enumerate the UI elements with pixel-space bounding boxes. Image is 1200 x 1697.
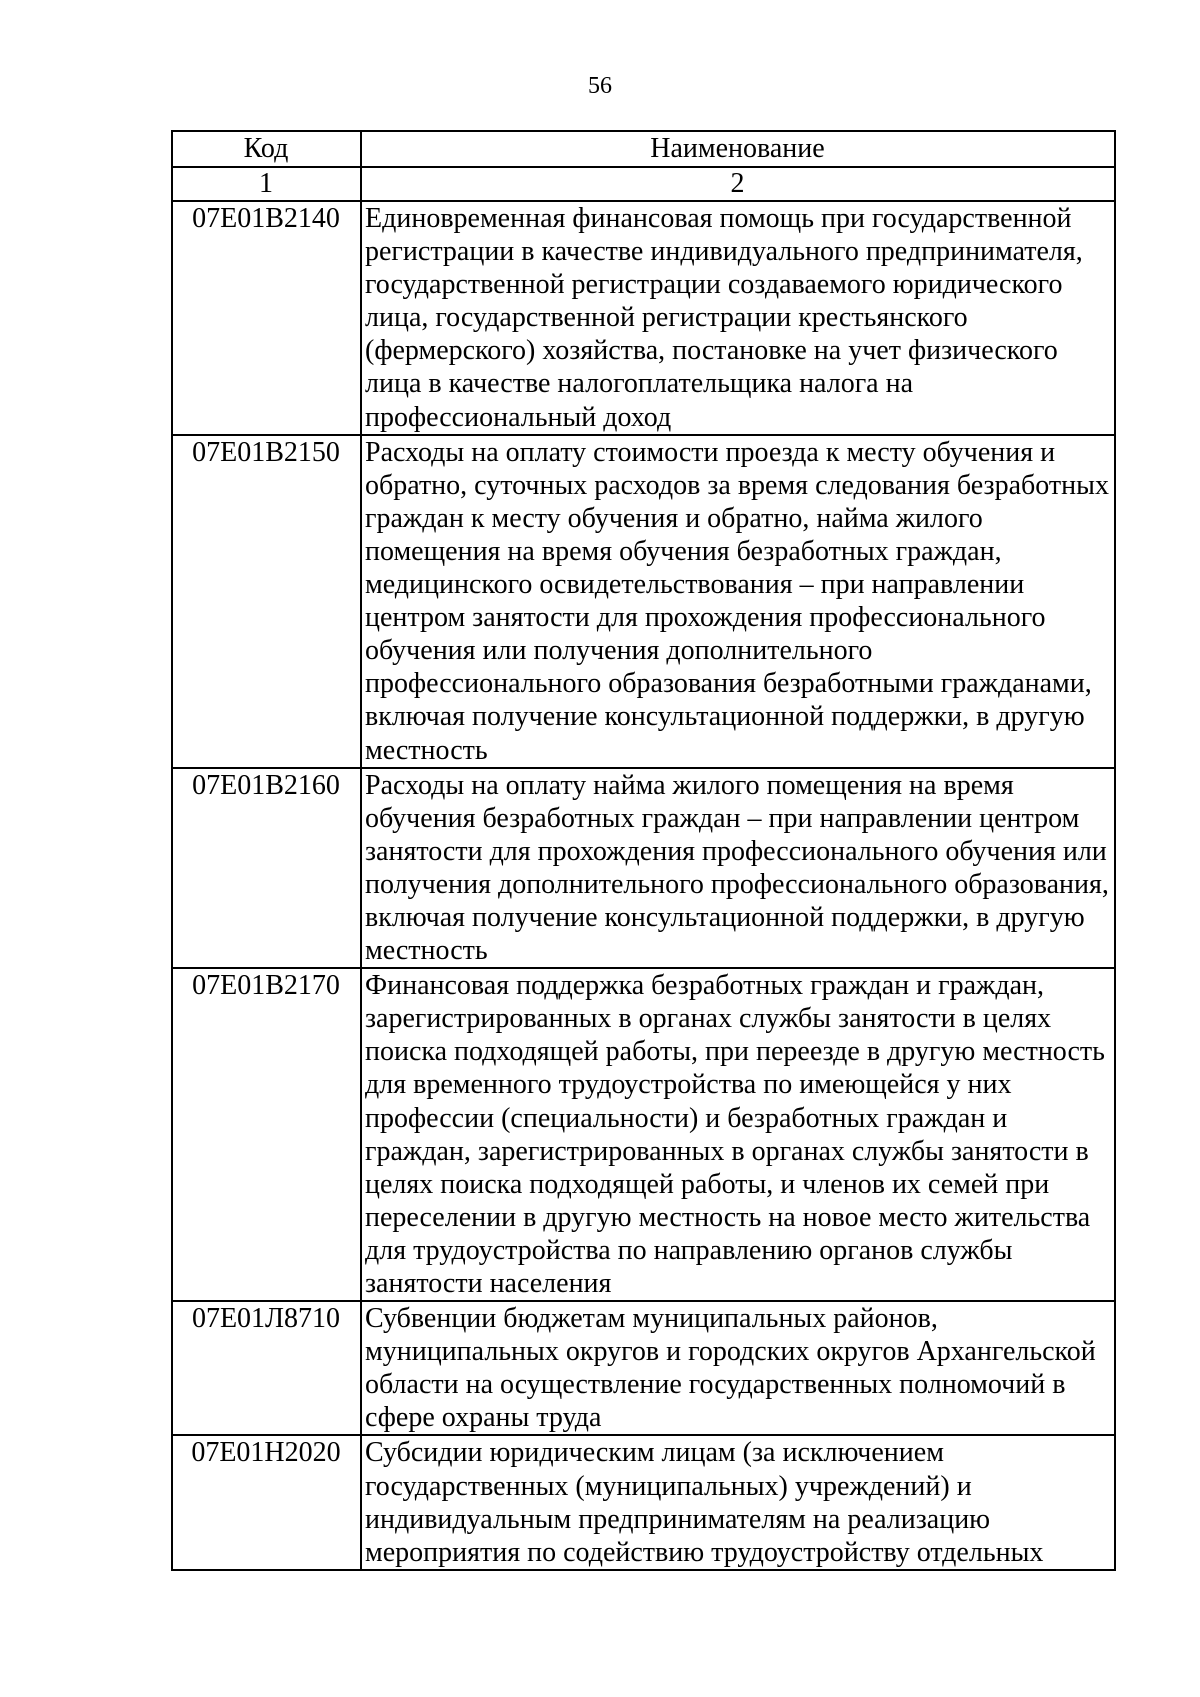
row-name: Финансовая поддержка безработных граждан и граждан, зарегистрированных в органах службы занятости в целях поиска подходящей работы, при переезде в другую местность для временного трудоустройства по имеющейся у них профессии (специальности) и безработных граждан и граждан, зарегистрированных в органах службы занятости в целях поиска подходящей работы, и членов их семей при переселении в другую местность на новое место жительства для трудоустройства по направлению органов службы занятости населения (361, 968, 1115, 1301)
column-number-2: 2 (361, 167, 1115, 201)
table-row (172, 768, 1115, 969)
header-name: Наименование (361, 131, 1115, 167)
column-number-row (172, 167, 1115, 201)
row-name: Расходы на оплату найма жилого помещения на время обучения безработных граждан – при направлении центром занятости для прохождения профессионального обучения или получения дополнительного профессионального образования, включая получение консультационной поддержки, в другую местность (361, 768, 1115, 969)
row-code: 07Е01В2170 (172, 968, 361, 1301)
row-code: 07Е01В2140 (172, 201, 361, 435)
table-row (172, 1435, 1115, 1569)
table-row (172, 201, 1115, 435)
table-header-row (172, 131, 1115, 167)
row-name: Расходы на оплату стоимости проезда к месту обучения и обратно, суточных расходов за время следования безработных граждан к месту обучения и обратно, найма жилого помещения на время обучения безработных граждан, медицинского освидетельствования – при направлении центром занятости для прохождения профессионального обучения или получения дополнительного профессионального образования безработными гражданами, включая получение консультационной поддержки, в другую местность (361, 435, 1115, 768)
row-code: 07Е01В2150 (172, 435, 361, 768)
table-row (172, 968, 1115, 1301)
row-name: Субсидии юридическим лицам (за исключением государственных (муниципальных) учреждений) и индивидуальным предпринимателям на реализацию мероприятия по содействию трудоустройству отдельных (361, 1435, 1115, 1569)
table-row (172, 435, 1115, 768)
row-name: Единовременная финансовая помощь при государственной регистрации в качестве индивидуального предпринимателя, государственной регистрации создаваемого юридического лица, государственной регистрации крестьянского (фермерского) хозяйства, постановке на учет физического лица в качестве налогоплательщика налога на профессиональный доход (361, 201, 1115, 435)
column-number-1: 1 (172, 167, 361, 201)
row-code: 07Е01В2160 (172, 768, 361, 969)
row-code: 07Е01Н2020 (172, 1435, 361, 1569)
row-name: Субвенции бюджетам муниципальных районов, муниципальных округов и городских округов Архангельской области на осуществление государственных полномочий в сфере охраны труда (361, 1301, 1115, 1435)
page-number: 56 (588, 73, 612, 99)
row-code: 07Е01Л8710 (172, 1301, 361, 1435)
header-code: Код (172, 131, 361, 167)
table-row (172, 1301, 1115, 1435)
code-table (171, 130, 1116, 1571)
